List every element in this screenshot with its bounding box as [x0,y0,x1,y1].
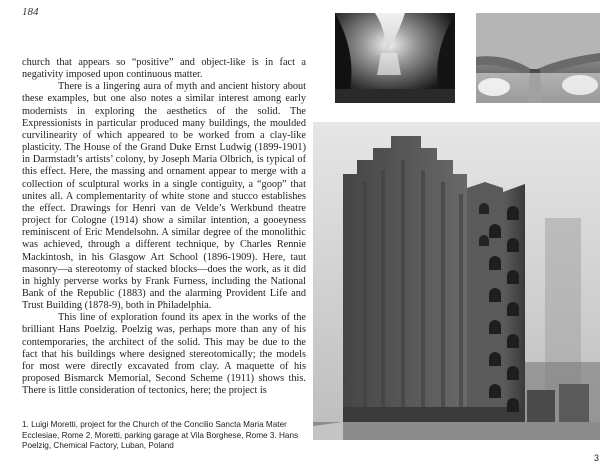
paragraph-3: This line of exploration found its apex in the works of the brilliant Hans Poelzig. Poelzig was, perhaps more than any of his contemporaries, the architect of the solid. This may be due to the fact that his buildings where designed stereotomically; the models for most were directly excavated from clay. A maquette of his proposed Bismarck Memorial, Second Scheme (1911) shows this. There is little consideration of tectonics, here; the project is [22,312,306,397]
figure-caption: 1. Luigi Moretti, project for the Church of the Concilio Sancta Maria Mater Ecclesiae, Rome 2. Moretti, parking garage at Vila Borghese, Rome 3. Hans Poelzig, Chemical Factory, Luban, Poland [22,420,299,451]
church-interior-photo [335,13,455,103]
paragraph-2: There is a lingering aura of myth and ancient history about these examples, but one also notes a similar interest among early modernists in exploring the aesthetics of the solid. The Expressionists in particular produced many buildings, the moulded curvilinearity of which appeared to be worked from a clay-like plasticity. The House of the Grand Duke Ernst Ludwig (1899-1901) in Darmstadt’s artists’ colony, by Joseph Maria Olbrich, is typical of this effect. Here, the massing and ornament appear to merge with a collection of sculptural works in a single contiguity, a “goop” that unites all. A complementarity of white stone and stucco establishes the effect. Drawings for Henri van de Velde’s Werkbund theatre project for Cologne (1914) show a similar intention, a gooeyness reminiscent of Eric Mendelsohn. A similar degree of the monolithic was achieved, through a different technique, by Charles Rennie Mackintosh, in his Glasgow Art School (1896-1909). Here, taut masonry—a stereotomy of stacked blocks—does the work, as it did in highly perverse works by Frank Furness, including the National Bank of the Republic (1883) and the alarming Provident Life and Trust Building (1878-9), both in Philadelphia. [22,81,306,312]
parking-garage-photo [476,13,600,103]
paragraph-1: church that appears so “positive” and object-like is in fact a negativity imposed upon continuous matter. [22,57,306,81]
page-number-left: 184 [22,6,39,18]
body-text-column [22,57,306,397]
chemical-factory-photo [313,122,600,440]
page-number-right: 3 [593,453,599,463]
